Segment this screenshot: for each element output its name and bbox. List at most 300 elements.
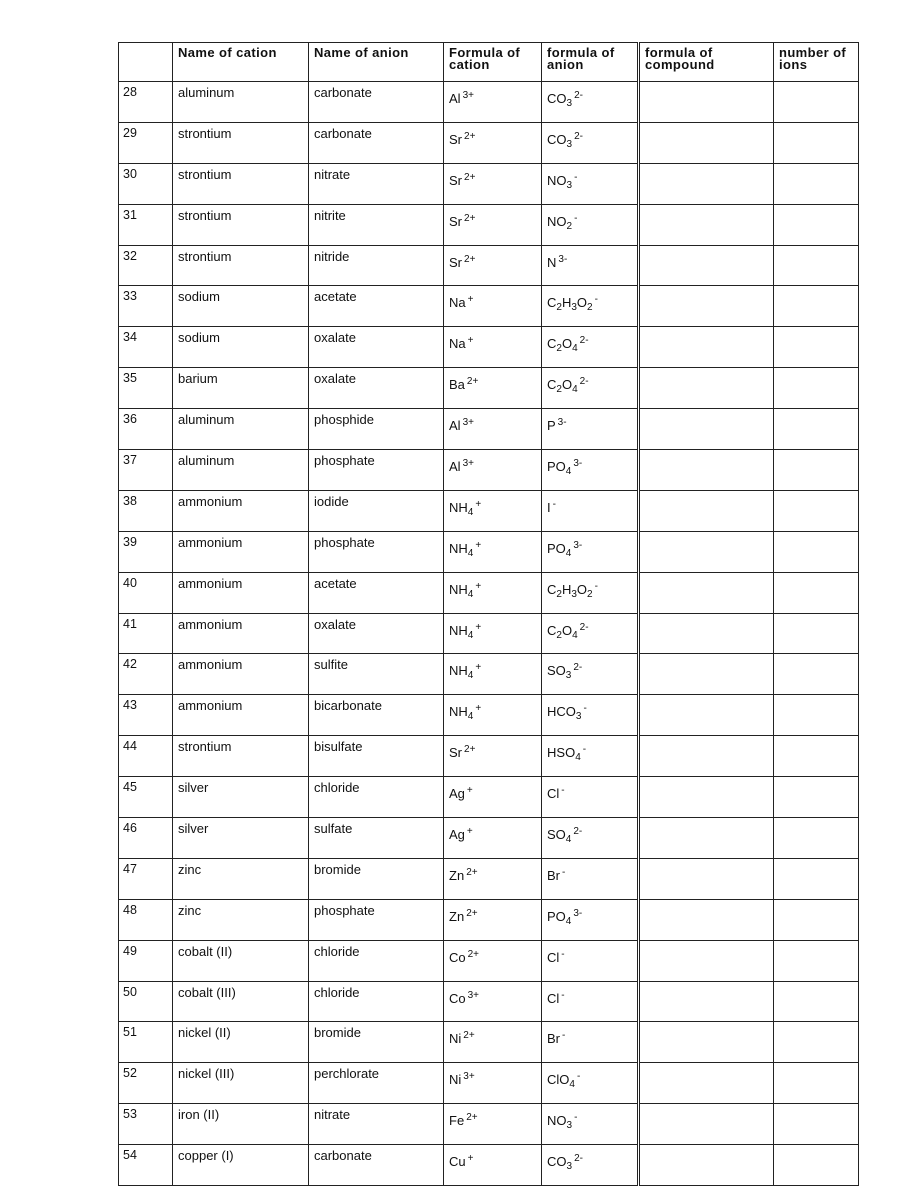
ion-count-input[interactable] [774, 204, 859, 245]
formula-base: Ag [449, 786, 465, 802]
formula-charge: - [561, 948, 565, 960]
compound-formula-input[interactable] [639, 245, 774, 286]
formula-base: $PO_4$ [547, 908, 572, 927]
compound-formula-input[interactable] [639, 327, 774, 368]
cation-formula-cell [444, 818, 542, 859]
formula-base: $PO_4$ [547, 540, 572, 559]
ion-count-input[interactable] [774, 122, 859, 163]
formula-base: Sr [449, 745, 463, 761]
formula-base: $PO_4$ [547, 459, 572, 478]
formula-charge: 2+ [466, 907, 478, 919]
header-cation-formula: Formula of cation [444, 43, 542, 82]
table-row [119, 1104, 859, 1145]
cation-formula-cell [444, 368, 542, 409]
formula-charge: + [475, 703, 482, 715]
cation-name-cell: ammonium [173, 654, 309, 695]
formula-charge: + [467, 294, 474, 306]
anion-formula-cell [542, 204, 639, 245]
formula-base: Sr [449, 172, 463, 188]
anion-formula-cell [542, 1063, 639, 1104]
formula-base: Sr [449, 254, 463, 270]
anion-name-cell: sulfite [309, 654, 444, 695]
cation-name-cell: barium [173, 368, 309, 409]
table-row [119, 572, 859, 613]
formula-charge: - [574, 171, 578, 183]
formula-base: Al [449, 418, 461, 434]
formula-charge: 3+ [462, 417, 474, 429]
row-number: 32 [119, 245, 173, 286]
anion-name-cell: perchlorate [309, 1063, 444, 1104]
compound-formula-input[interactable] [639, 409, 774, 450]
compound-formula-input[interactable] [639, 818, 774, 859]
compound-formula-input[interactable] [639, 450, 774, 491]
cation-formula-cell [444, 531, 542, 572]
cation-formula-cell [444, 695, 542, 736]
ionic-compounds-table [118, 42, 859, 1186]
anion-formula-cell [542, 245, 639, 286]
formula-base: Br [547, 867, 561, 883]
compound-formula-input[interactable] [639, 981, 774, 1022]
formula-charge: 3+ [462, 90, 474, 101]
table-row [119, 286, 859, 327]
ion-count-input[interactable] [774, 1145, 859, 1186]
anion-name-cell: bromide [309, 858, 444, 899]
ion-count-input[interactable] [774, 409, 859, 450]
ion-count-input[interactable] [774, 572, 859, 613]
row-number: 37 [119, 450, 173, 491]
formula-charge: 2- [574, 130, 583, 142]
formula-charge: 2+ [464, 212, 476, 224]
formula-base: Na [449, 295, 466, 311]
formula-charge: + [475, 662, 482, 674]
header-number [119, 43, 173, 82]
table-row [119, 777, 859, 818]
ion-count-input[interactable] [774, 531, 859, 572]
anion-name-cell: chloride [309, 940, 444, 981]
table-row [119, 409, 859, 450]
cation-formula-cell [444, 572, 542, 613]
cation-formula-cell [444, 981, 542, 1022]
table-row [119, 327, 859, 368]
compound-formula-input[interactable] [639, 1022, 774, 1063]
cation-formula-cell [444, 654, 542, 695]
row-number: 28 [119, 82, 173, 123]
anion-formula-cell [542, 736, 639, 777]
ion-count-input[interactable] [774, 368, 859, 409]
anion-formula-cell [542, 940, 639, 981]
ion-count-input[interactable] [774, 163, 859, 204]
formula-base: $SO_3$ [547, 663, 572, 682]
formula-base: $C_2H_3O_2$ [547, 581, 593, 600]
anion-name-cell: nitrite [309, 204, 444, 245]
formula-charge: 3- [573, 907, 583, 919]
ion-count-input[interactable] [774, 82, 859, 123]
row-number: 31 [119, 204, 173, 245]
formula-charge: + [475, 580, 482, 592]
formula-base: $C_2O_4$ [547, 336, 578, 355]
anion-name-cell: chloride [309, 981, 444, 1022]
table-row [119, 899, 859, 940]
anion-name-cell: carbonate [309, 1145, 444, 1186]
anion-name-cell: carbonate [309, 122, 444, 163]
cation-name-cell: aluminum [173, 409, 309, 450]
ion-count-input[interactable] [774, 940, 859, 981]
formula-charge: - [594, 294, 598, 306]
cation-name-cell: zinc [173, 858, 309, 899]
anion-name-cell: acetate [309, 286, 444, 327]
row-number: 50 [119, 981, 173, 1022]
anion-name-cell: nitride [309, 245, 444, 286]
formula-charge: 2+ [464, 130, 476, 142]
formula-base: Br [547, 1031, 561, 1047]
header-row [119, 43, 859, 82]
formula-charge: - [574, 212, 578, 224]
ion-count-input[interactable] [774, 286, 859, 327]
compound-formula-input[interactable] [639, 122, 774, 163]
ion-count-input[interactable] [774, 450, 859, 491]
anion-name-cell: phosphate [309, 899, 444, 940]
anion-formula-cell [542, 1022, 639, 1063]
cation-name-cell: nickel (II) [173, 1022, 309, 1063]
table-row [119, 818, 859, 859]
anion-formula-cell [542, 163, 639, 204]
formula-charge: - [594, 580, 598, 592]
row-number: 33 [119, 286, 173, 327]
formula-base: Co [449, 990, 466, 1006]
table-row [119, 981, 859, 1022]
formula-base: Cu [449, 1154, 466, 1170]
row-number: 52 [119, 1063, 173, 1104]
cation-name-cell: cobalt (III) [173, 981, 309, 1022]
ion-count-input[interactable] [774, 736, 859, 777]
header-cation-name: Name of cation [173, 43, 309, 82]
compound-formula-input[interactable] [639, 82, 774, 123]
formula-base: ClO$_4$ [547, 1072, 575, 1091]
row-number: 36 [119, 409, 173, 450]
table-row [119, 1063, 859, 1104]
formula-charge: + [466, 785, 473, 797]
formula-base: Zn [449, 908, 465, 924]
formula-base: $CO_3$ [547, 131, 573, 150]
compound-formula-input[interactable] [639, 654, 774, 695]
ion-count-input[interactable] [774, 818, 859, 859]
ion-count-input[interactable] [774, 490, 859, 531]
formula-base: Cl [547, 990, 560, 1006]
formula-base: Zn [449, 867, 465, 883]
compound-formula-input[interactable] [639, 286, 774, 327]
formula-charge: 3- [573, 539, 583, 551]
ion-count-input[interactable] [774, 858, 859, 899]
formula-base: $NH_4$ [449, 622, 474, 641]
anion-name-cell: bisulfate [309, 736, 444, 777]
ion-count-input[interactable] [774, 1063, 859, 1104]
cation-formula-cell [444, 777, 542, 818]
formula-base: $NO_2$ [547, 213, 573, 232]
table-row [119, 122, 859, 163]
anion-name-cell: nitrate [309, 163, 444, 204]
compound-formula-input[interactable] [639, 572, 774, 613]
cation-name-cell: ammonium [173, 490, 309, 531]
formula-base: $NH_4$ [449, 499, 474, 518]
row-number: 51 [119, 1022, 173, 1063]
row-number: 38 [119, 490, 173, 531]
anion-formula-cell [542, 1145, 639, 1186]
formula-charge: + [475, 621, 482, 633]
formula-charge: 2+ [463, 1030, 475, 1042]
compound-formula-input[interactable] [639, 777, 774, 818]
compound-formula-input[interactable] [639, 1104, 774, 1145]
table-row [119, 940, 859, 981]
anion-name-cell: phosphide [309, 409, 444, 450]
ion-count-input[interactable] [774, 777, 859, 818]
table-row [119, 1022, 859, 1063]
anion-formula-cell [542, 818, 639, 859]
compound-formula-input[interactable] [639, 204, 774, 245]
formula-charge: + [475, 539, 482, 551]
ion-count-input[interactable] [774, 899, 859, 940]
formula-charge: + [467, 1153, 474, 1165]
formula-base: Co [449, 949, 466, 965]
ion-count-input[interactable] [774, 613, 859, 654]
anion-formula-cell [542, 777, 639, 818]
cation-formula-cell [444, 327, 542, 368]
header-anion-formula: formula of anion [542, 43, 639, 82]
cation-formula-cell [444, 163, 542, 204]
row-number: 47 [119, 858, 173, 899]
formula-charge: 3+ [463, 1071, 475, 1083]
ion-count-input[interactable] [774, 981, 859, 1022]
row-number: 29 [119, 122, 173, 163]
cation-formula-cell [444, 450, 542, 491]
formula-charge: + [467, 335, 474, 347]
anion-formula-cell [542, 654, 639, 695]
formula-base: Fe [449, 1113, 465, 1129]
cation-name-cell: ammonium [173, 572, 309, 613]
anion-formula-cell [542, 82, 639, 123]
cation-formula-cell [444, 940, 542, 981]
formula-base: Ag [449, 827, 465, 843]
anion-name-cell: bicarbonate [309, 695, 444, 736]
formula-charge: 3- [573, 458, 583, 470]
row-number: 30 [119, 163, 173, 204]
formula-charge: + [466, 826, 473, 838]
row-number: 43 [119, 695, 173, 736]
row-number: 53 [119, 1104, 173, 1145]
anion-formula-cell [542, 122, 639, 163]
formula-base: $HCO_3$ [547, 704, 582, 723]
formula-base: N [547, 254, 557, 270]
row-number: 40 [119, 572, 173, 613]
ion-count-input[interactable] [774, 654, 859, 695]
row-number: 44 [119, 736, 173, 777]
cation-name-cell: strontium [173, 163, 309, 204]
compound-formula-input[interactable] [639, 1063, 774, 1104]
compound-formula-input[interactable] [639, 531, 774, 572]
row-number: 41 [119, 613, 173, 654]
formula-base: $NO_3$ [547, 1113, 573, 1132]
formula-base: Sr [449, 131, 463, 147]
formula-charge: 2+ [466, 376, 479, 388]
formula-charge: 3- [558, 253, 568, 265]
anion-formula-cell [542, 899, 639, 940]
cation-name-cell: sodium [173, 286, 309, 327]
cation-name-cell: iron (II) [173, 1104, 309, 1145]
anion-formula-cell [542, 613, 639, 654]
ion-count-input[interactable] [774, 1022, 859, 1063]
compound-formula-input[interactable] [639, 940, 774, 981]
anion-name-cell: carbonate [309, 82, 444, 123]
anion-formula-cell [542, 1104, 639, 1145]
anion-name-cell: nitrate [309, 1104, 444, 1145]
anion-name-cell: phosphate [309, 531, 444, 572]
cation-formula-cell [444, 204, 542, 245]
table-row [119, 163, 859, 204]
compound-formula-input[interactable] [639, 736, 774, 777]
row-number: 46 [119, 818, 173, 859]
table-row [119, 245, 859, 286]
formula-base: $NO_3$ [547, 172, 573, 191]
cation-formula-cell [444, 286, 542, 327]
cation-formula-cell [444, 490, 542, 531]
cation-name-cell: zinc [173, 899, 309, 940]
row-number: 35 [119, 368, 173, 409]
cation-formula-cell [444, 613, 542, 654]
row-number: 34 [119, 327, 173, 368]
cation-formula-cell [444, 409, 542, 450]
table-row [119, 613, 859, 654]
compound-formula-input[interactable] [639, 1145, 774, 1186]
header-compound-formula: formula of compound [639, 43, 774, 82]
compound-formula-input[interactable] [639, 695, 774, 736]
table-row [119, 450, 859, 491]
anion-formula-cell [542, 858, 639, 899]
cation-name-cell: aluminum [173, 82, 309, 123]
cation-formula-cell [444, 1063, 542, 1104]
formula-charge: 3+ [467, 989, 480, 1001]
formula-charge: 2- [573, 662, 583, 674]
cation-name-cell: strontium [173, 204, 309, 245]
ion-count-input[interactable] [774, 695, 859, 736]
cation-formula-cell [444, 1145, 542, 1186]
formula-base: Cl [547, 786, 560, 802]
header-anion-name: Name of anion [309, 43, 444, 82]
cation-formula-cell [444, 736, 542, 777]
formula-charge: - [552, 498, 556, 510]
anion-name-cell: oxalate [309, 613, 444, 654]
formula-charge: 2- [579, 621, 589, 633]
cation-name-cell: strontium [173, 245, 309, 286]
formula-charge: - [574, 1112, 578, 1124]
anion-name-cell: oxalate [309, 368, 444, 409]
formula-charge: 2+ [464, 171, 476, 183]
table-row [119, 736, 859, 777]
row-number: 39 [119, 531, 173, 572]
formula-charge: 2+ [466, 1112, 478, 1124]
anion-formula-cell [542, 531, 639, 572]
formula-base: $NH_4$ [449, 704, 474, 723]
anion-formula-cell [542, 695, 639, 736]
compound-formula-input[interactable] [639, 163, 774, 204]
cation-name-cell: ammonium [173, 613, 309, 654]
ion-count-input[interactable] [774, 1104, 859, 1145]
row-number: 42 [119, 654, 173, 695]
formula-charge: 2+ [467, 948, 480, 960]
row-number: 45 [119, 777, 173, 818]
formula-base: $NH_4$ [449, 540, 474, 559]
formula-charge: - [562, 1030, 566, 1042]
formula-base: $CO_3$ [547, 91, 573, 109]
anion-formula-cell [542, 572, 639, 613]
cation-name-cell: silver [173, 777, 309, 818]
formula-charge: 2- [579, 376, 589, 388]
formula-base: P [547, 418, 556, 434]
cation-name-cell: nickel (III) [173, 1063, 309, 1104]
formula-base: Al [449, 91, 461, 106]
anion-name-cell: acetate [309, 572, 444, 613]
table-row [119, 368, 859, 409]
anion-name-cell: chloride [309, 777, 444, 818]
table-row [119, 695, 859, 736]
table-row [119, 531, 859, 572]
ion-count-input[interactable] [774, 245, 859, 286]
formula-charge: 2+ [464, 253, 476, 265]
formula-base: $HSO_4$ [547, 745, 581, 764]
anion-formula-cell [542, 450, 639, 491]
formula-base: Sr [449, 213, 463, 229]
table-row [119, 82, 859, 123]
anion-name-cell: iodide [309, 490, 444, 531]
compound-formula-input[interactable] [639, 899, 774, 940]
cation-name-cell: ammonium [173, 695, 309, 736]
anion-name-cell: oxalate [309, 327, 444, 368]
formula-charge: 3- [557, 417, 567, 429]
formula-charge: 3+ [462, 458, 474, 470]
anion-formula-cell [542, 368, 639, 409]
compound-formula-input[interactable] [639, 490, 774, 531]
formula-charge: 2- [579, 335, 589, 347]
formula-charge: - [562, 866, 566, 878]
cation-formula-cell [444, 122, 542, 163]
ion-count-input[interactable] [774, 327, 859, 368]
formula-charge: - [561, 785, 565, 797]
formula-base: Ni [449, 1072, 462, 1088]
cation-name-cell: aluminum [173, 450, 309, 491]
compound-formula-input[interactable] [639, 368, 774, 409]
formula-charge: - [576, 1071, 581, 1083]
cation-formula-cell [444, 899, 542, 940]
formula-charge: 2- [573, 826, 583, 838]
cation-formula-cell [444, 82, 542, 123]
anion-formula-cell [542, 286, 639, 327]
formula-charge: 2+ [464, 744, 476, 756]
compound-formula-input[interactable] [639, 858, 774, 899]
cation-formula-cell [444, 1104, 542, 1145]
formula-base: Ba [449, 377, 465, 393]
compound-formula-input[interactable] [639, 613, 774, 654]
formula-charge: - [583, 703, 587, 715]
formula-base: $NH_4$ [449, 581, 474, 600]
row-number: 54 [119, 1145, 173, 1186]
anion-formula-cell [542, 409, 639, 450]
cation-name-cell: silver [173, 818, 309, 859]
anion-formula-cell [542, 981, 639, 1022]
row-number: 48 [119, 899, 173, 940]
formula-charge: + [475, 498, 482, 510]
formula-base: Na [449, 336, 466, 352]
table-row [119, 204, 859, 245]
formula-base: I [547, 499, 551, 515]
cation-formula-cell [444, 858, 542, 899]
